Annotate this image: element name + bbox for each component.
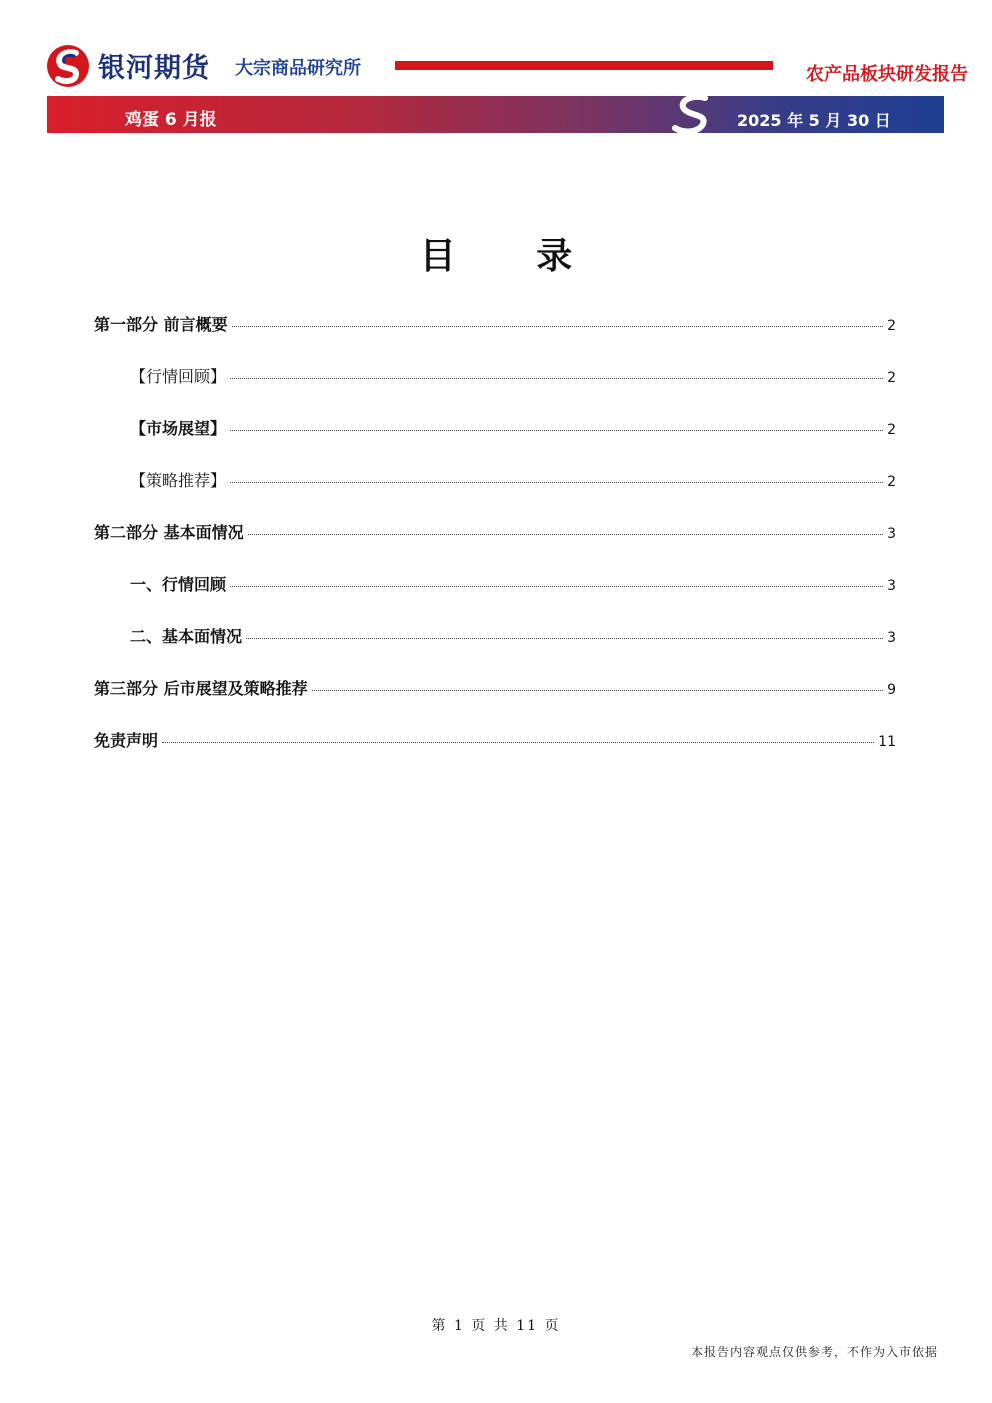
galaxy-logo-icon bbox=[46, 44, 90, 88]
swoosh-s-icon bbox=[669, 94, 715, 136]
toc-item-label: 第三部分 后市展望及策略推荐 bbox=[94, 679, 308, 698]
report-date: 2025 年 5 月 30 日 bbox=[737, 111, 891, 130]
toc-item-label: 【行情回顾】 bbox=[130, 367, 227, 386]
toc-leader-dots bbox=[232, 325, 884, 327]
toc-leader-dots bbox=[246, 637, 883, 639]
toc-item-page: 9 bbox=[887, 682, 896, 698]
toc-list bbox=[94, 312, 896, 780]
toc-item-page: 3 bbox=[887, 578, 896, 594]
institute-name: 大宗商品研究所 bbox=[235, 58, 361, 79]
report-sector: 农产品板块研发报告 bbox=[806, 64, 968, 85]
toc-leader-dots bbox=[312, 689, 884, 691]
toc-item[interactable] bbox=[94, 468, 896, 520]
report-title: 鸡蛋 6 月报 bbox=[125, 110, 217, 130]
footer-disclaimer: 本报告内容观点仅供参考，不作为入市依据 bbox=[690, 1345, 938, 1359]
toc-item-page: 3 bbox=[887, 526, 896, 542]
toc-item-label: 【市场展望】 bbox=[130, 419, 227, 438]
toc-item-page: 2 bbox=[887, 370, 896, 386]
toc-item[interactable] bbox=[94, 728, 896, 780]
toc-item-page: 2 bbox=[887, 474, 896, 490]
toc-leader-dots bbox=[230, 429, 883, 431]
toc-item-page: 3 bbox=[887, 630, 896, 646]
toc-item[interactable] bbox=[94, 312, 896, 364]
toc-item-label: 二、基本面情况 bbox=[130, 627, 243, 646]
toc-item[interactable] bbox=[94, 572, 896, 624]
toc-item-label: 免责声明 bbox=[94, 731, 159, 750]
toc-item[interactable] bbox=[94, 624, 896, 676]
toc-item[interactable] bbox=[94, 520, 896, 572]
toc-leader-dots bbox=[162, 741, 874, 743]
brand-name: 银河期货 bbox=[98, 53, 210, 84]
toc-item-page: 2 bbox=[887, 318, 896, 334]
toc-item-label: 第二部分 基本面情况 bbox=[94, 523, 244, 542]
toc-item-label: 一、行情回顾 bbox=[130, 575, 227, 594]
toc-item-page: 2 bbox=[887, 422, 896, 438]
toc-item[interactable] bbox=[94, 364, 896, 416]
toc-item[interactable] bbox=[94, 416, 896, 468]
page-number: 第 1 页 共 11 页 bbox=[431, 1318, 561, 1334]
toc-leader-dots bbox=[248, 533, 884, 535]
toc-leader-dots bbox=[230, 481, 883, 483]
header-divider bbox=[395, 61, 773, 70]
toc-item-page: 11 bbox=[878, 734, 896, 750]
toc-title: 目 录 bbox=[419, 236, 607, 277]
toc-leader-dots bbox=[230, 585, 883, 587]
toc-item-label: 【策略推荐】 bbox=[130, 471, 227, 490]
toc-item-label: 第一部分 前言概要 bbox=[94, 315, 228, 334]
title-banner bbox=[47, 96, 944, 133]
toc-item[interactable] bbox=[94, 676, 896, 728]
toc-leader-dots bbox=[230, 377, 883, 379]
